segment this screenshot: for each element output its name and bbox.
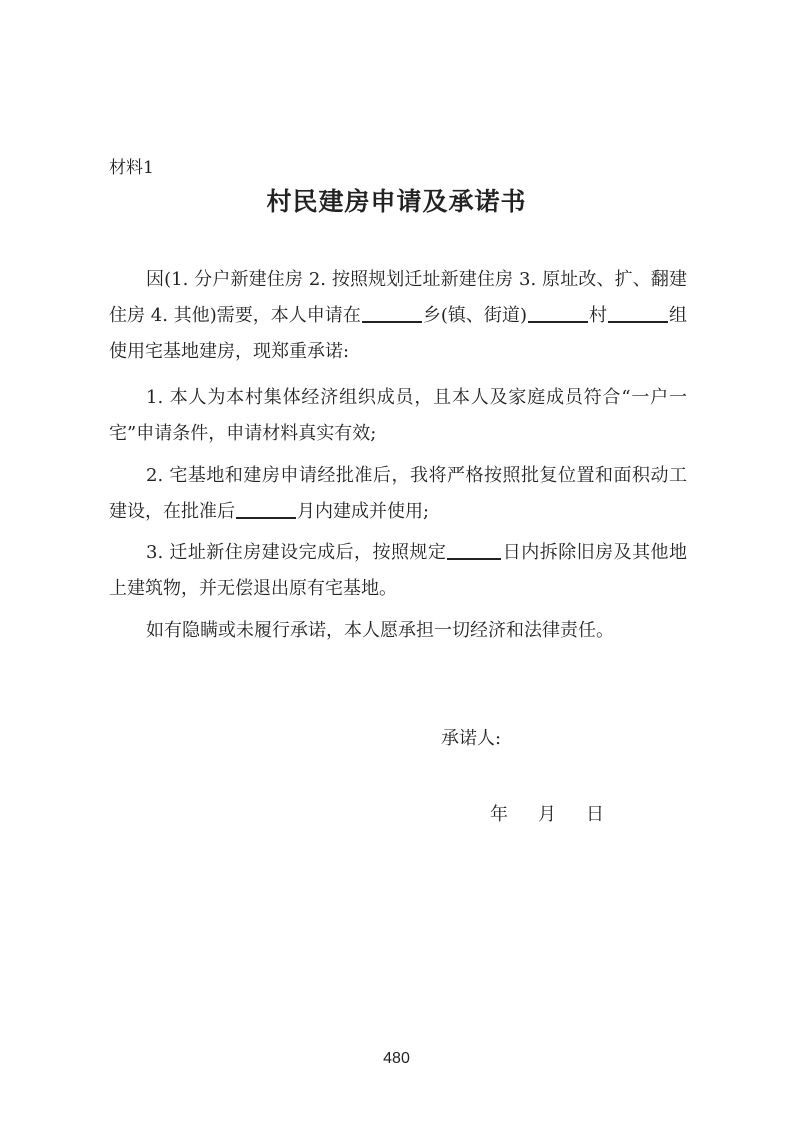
item2-text-b: 月内建成并使用; [297, 501, 430, 522]
township-blank [362, 301, 422, 323]
date-month: 月 [538, 804, 556, 825]
item2-text-a: 2. 宅基地和建房申请经批准后，我将严格按照批复位置和面积动工建设，在批准后 [109, 465, 687, 522]
page-number: 480 [383, 1050, 410, 1067]
days-blank [447, 538, 501, 560]
document-title: 村民建房申请及承诺书 [266, 187, 527, 216]
liability-statement: 如有隐瞒或未履行承诺，本人愿承担一切经济和法律责任。 [146, 620, 614, 641]
group-blank [608, 301, 668, 323]
village-blank [528, 301, 588, 323]
date-day: 日 [586, 804, 604, 825]
intro-text-b: 乡(镇、街道) [422, 305, 527, 326]
intro-text-c: 村 [588, 305, 607, 326]
date-year: 年 [490, 804, 508, 825]
item3-text-b: 日内拆除旧房及其他地上建筑物，并无偿退出原有宅基地。 [109, 542, 687, 599]
intro-paragraph [109, 262, 687, 370]
item3-text-a: 3. 迁址新住房建设完成后，按照规定 [146, 542, 447, 563]
material-tag: 材料1 [109, 158, 154, 178]
date-line [490, 800, 634, 826]
intro-text-d: 组使用宅基地建房，现郑重承诺: [109, 305, 688, 362]
months-blank [236, 497, 296, 519]
commitment-item-3 [109, 535, 687, 607]
promisor-label: 承诺人: [441, 728, 502, 749]
commitment-item-2 [109, 458, 687, 530]
commitment-item-1: 1. 本人为本村集体经济组织成员，且本人及家庭成员符合“一户一宅”申请条件，申请材料真实有效; [109, 387, 687, 444]
intro-text-a: 因(1. 分户新建住房 2. 按照规划迁址新建住房 3. 原址改、扩、翻建住房 4. 其他)需要，本人申请在 [109, 269, 687, 326]
